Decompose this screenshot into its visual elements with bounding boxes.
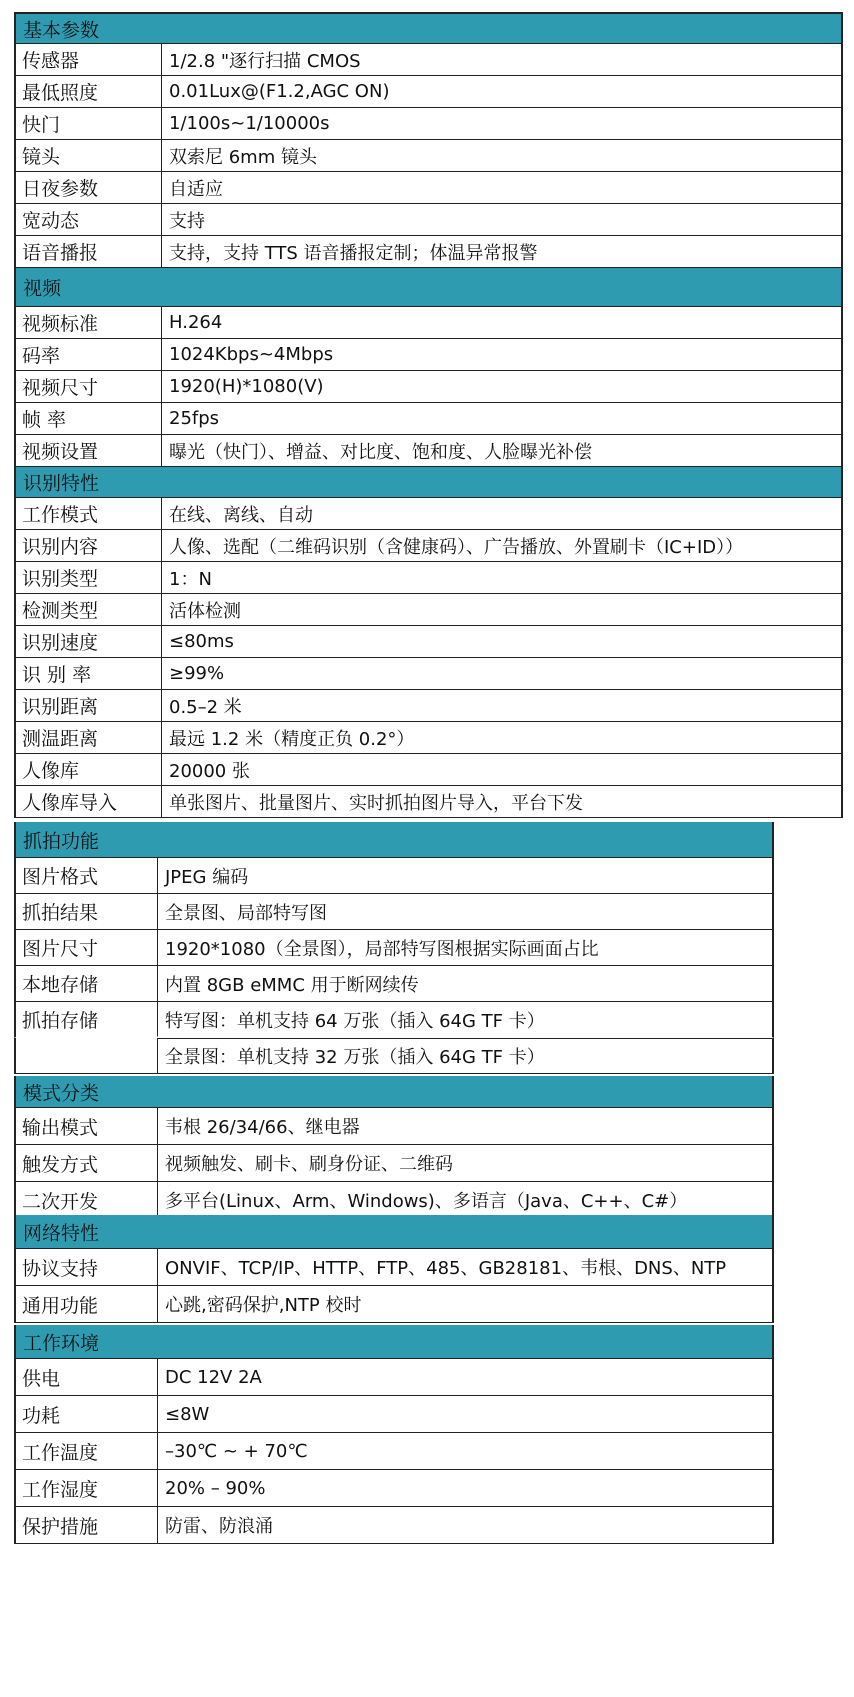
- spec-value: DC 12V 2A: [165, 1366, 262, 1388]
- spec-value: 视频触发、刷卡、刷身份证、二维码: [165, 1154, 453, 1175]
- spec-label: 供电: [16, 1359, 158, 1395]
- spec-label: 识别类型: [16, 562, 162, 593]
- spec-value: 单张图片、批量图片、实时抓拍图片导入，平台下发: [169, 792, 583, 814]
- spec-row: [14, 1507, 774, 1544]
- spec-value: ≤8W: [165, 1403, 210, 1425]
- spec-value: 0.5–2 米: [169, 696, 242, 718]
- section-title: 基本参数: [23, 19, 100, 41]
- spec-row: [14, 1002, 774, 1038]
- spec-value: 20000 张: [169, 760, 250, 782]
- spec-row: [14, 690, 843, 722]
- spec-row: [14, 786, 843, 818]
- spec-value: ONVIF、TCP/IP、HTTP、FTP、485、GB28181、韦根、DNS、NTP: [165, 1258, 727, 1279]
- spec-row: [14, 1182, 774, 1219]
- spec-label: 功耗: [16, 1396, 158, 1432]
- spec-label: 识别内容: [16, 530, 162, 561]
- spec-value: 0.01Lux@(F1.2,AGC ON): [169, 81, 390, 102]
- spec-label: 视频设置: [16, 435, 162, 466]
- spec-value: 1：N: [169, 568, 212, 590]
- spec-label: 工作模式: [16, 498, 162, 529]
- spec-row: [14, 754, 843, 786]
- spec-row: [14, 339, 843, 371]
- spec-value: 活体检测: [169, 600, 241, 622]
- spec-row: [14, 1470, 774, 1507]
- spec-row: [14, 722, 843, 754]
- spec-row: [14, 403, 843, 435]
- spec-value: ≤80ms: [169, 631, 234, 652]
- spec-value: 内置 8GB eMMC 用于断网续传: [165, 974, 419, 996]
- spec-row: [14, 1249, 774, 1286]
- spec-label: 日夜参数: [16, 172, 162, 203]
- spec-row: [14, 236, 843, 268]
- spec-row: [14, 108, 843, 140]
- spec-value: 心跳,密码保护,NTP 校时: [165, 1295, 362, 1316]
- section-title: 模式分类: [23, 1082, 100, 1104]
- spec-value: –30℃ ~ + 70℃: [165, 1440, 308, 1462]
- spec-value: 1024Kbps~4Mbps: [169, 344, 334, 365]
- section-header: [14, 822, 774, 858]
- spec-row: [14, 562, 843, 594]
- spec-label: 镜头: [16, 140, 162, 171]
- spec-row: [14, 1433, 774, 1470]
- spec-label: 本地存储: [16, 966, 158, 1001]
- spec-row: [14, 76, 843, 108]
- spec-label: 人像库导入: [16, 786, 162, 817]
- spec-label: 保护措施: [16, 1507, 158, 1543]
- spec-label: 抓拍存储: [16, 1002, 158, 1037]
- spec-value: 防雷、防浪涌: [165, 1516, 273, 1537]
- spec-label: 帧 率: [16, 403, 162, 434]
- spec-value: JPEG 编码: [165, 866, 249, 888]
- spec-row: [14, 498, 843, 530]
- spec-row: [14, 1145, 774, 1182]
- spec-row: [14, 626, 843, 658]
- section-title: 工作环境: [23, 1332, 100, 1354]
- spec-value: 1920(H)*1080(V): [169, 376, 324, 397]
- section-header: [14, 1325, 774, 1359]
- spec-value: 韦根 26/34/66、继电器: [165, 1117, 360, 1138]
- spec-label: 工作温度: [16, 1433, 158, 1469]
- spec-value: 曝光（快门）、增益、对比度、饱和度、人脸曝光补偿: [169, 441, 592, 463]
- spec-label: 人像库: [16, 754, 162, 785]
- section-header: [14, 12, 843, 44]
- spec-label: 识别距离: [16, 690, 162, 721]
- spec-value: 1920*1080（全景图），局部特写图根据实际画面占比: [165, 938, 599, 960]
- spec-value: 1/2.8 "逐行扫描 CMOS: [169, 50, 361, 72]
- spec-value: 全景图、局部特写图: [165, 902, 327, 924]
- spec-value: 人像、选配（二维码识别（含健康码）、广告播放、外置刷卡（IC+ID））: [169, 536, 744, 558]
- spec-row: [14, 204, 843, 236]
- spec-row: [14, 1396, 774, 1433]
- section-header: [14, 268, 843, 307]
- spec-value: 1/100s~1/10000s: [169, 113, 330, 134]
- section-title: 视频: [23, 277, 62, 300]
- spec-value: 全景图：单机支持 32 万张（插入 64G TF 卡）: [158, 1038, 772, 1073]
- spec-label: 宽动态: [16, 204, 162, 235]
- spec-row: [14, 658, 843, 690]
- spec-label: 通用功能: [16, 1286, 158, 1322]
- section-header: [14, 467, 843, 498]
- spec-value: 20% – 90%: [165, 1477, 266, 1499]
- spec-value: 多平台(Linux、Arm、Windows)、多语言（Java、C++、C#）: [165, 1191, 688, 1212]
- section-header: [14, 1215, 774, 1249]
- spec-label: 输出模式: [16, 1108, 158, 1144]
- section-header: [14, 1076, 774, 1108]
- spec-label: 识 别 率: [16, 658, 162, 689]
- spec-row: [14, 858, 774, 894]
- spec-label: 图片格式: [16, 858, 158, 893]
- section-title: 抓拍功能: [23, 830, 100, 852]
- spec-row: [14, 530, 843, 562]
- spec-row: [14, 307, 843, 339]
- spec-label: 图片尺寸: [16, 930, 158, 965]
- spec-label: 触发方式: [16, 1145, 158, 1181]
- spec-label: [16, 1038, 158, 1073]
- spec-value: H.264: [169, 312, 223, 333]
- spec-value: 25fps: [169, 408, 220, 429]
- spec-row: [14, 930, 774, 966]
- spec-row: [14, 594, 843, 626]
- spec-value: ≥99%: [169, 663, 225, 684]
- spec-label: 视频尺寸: [16, 371, 162, 402]
- spec-label: 抓拍结果: [16, 894, 158, 929]
- spec-value: 支持，支持 TTS 语音播报定制；体温异常报警: [169, 242, 538, 264]
- spec-row: [14, 894, 774, 930]
- section-title: 识别特性: [23, 472, 100, 495]
- spec-label: 二次开发: [16, 1182, 158, 1218]
- spec-row: [14, 1108, 774, 1145]
- spec-label: 最低照度: [16, 76, 162, 107]
- spec-value: 最远 1.2 米（精度正负 0.2°）: [169, 728, 415, 750]
- spec-label: 测温距离: [16, 722, 162, 753]
- spec-row: [14, 140, 843, 172]
- spec-value: 在线、离线、自动: [169, 504, 313, 526]
- spec-label: 传感器: [16, 44, 162, 75]
- spec-label: 检测类型: [16, 594, 162, 625]
- spec-row: [14, 1038, 774, 1074]
- spec-row: [14, 1359, 774, 1396]
- spec-row: [14, 371, 843, 403]
- spec-label: 工作湿度: [16, 1470, 158, 1506]
- spec-value: 支持: [169, 210, 205, 232]
- spec-label: 快门: [16, 108, 162, 139]
- spec-label: 识别速度: [16, 626, 162, 657]
- spec-value: 自适应: [169, 178, 223, 200]
- spec-value: 特写图：单机支持 64 万张（插入 64G TF 卡）: [165, 1010, 545, 1032]
- spec-label: 码率: [16, 339, 162, 370]
- spec-label: 语音播报: [16, 236, 162, 267]
- spec-value: 双索尼 6mm 镜头: [169, 146, 317, 168]
- spec-row: [14, 1286, 774, 1323]
- spec-label: 协议支持: [16, 1249, 158, 1285]
- spec-label: 视频标准: [16, 307, 162, 338]
- spec-row: [14, 44, 843, 76]
- spec-row: [14, 966, 774, 1002]
- section-title: 网络特性: [23, 1222, 100, 1244]
- spec-row: [14, 172, 843, 204]
- spec-row: [14, 435, 843, 467]
